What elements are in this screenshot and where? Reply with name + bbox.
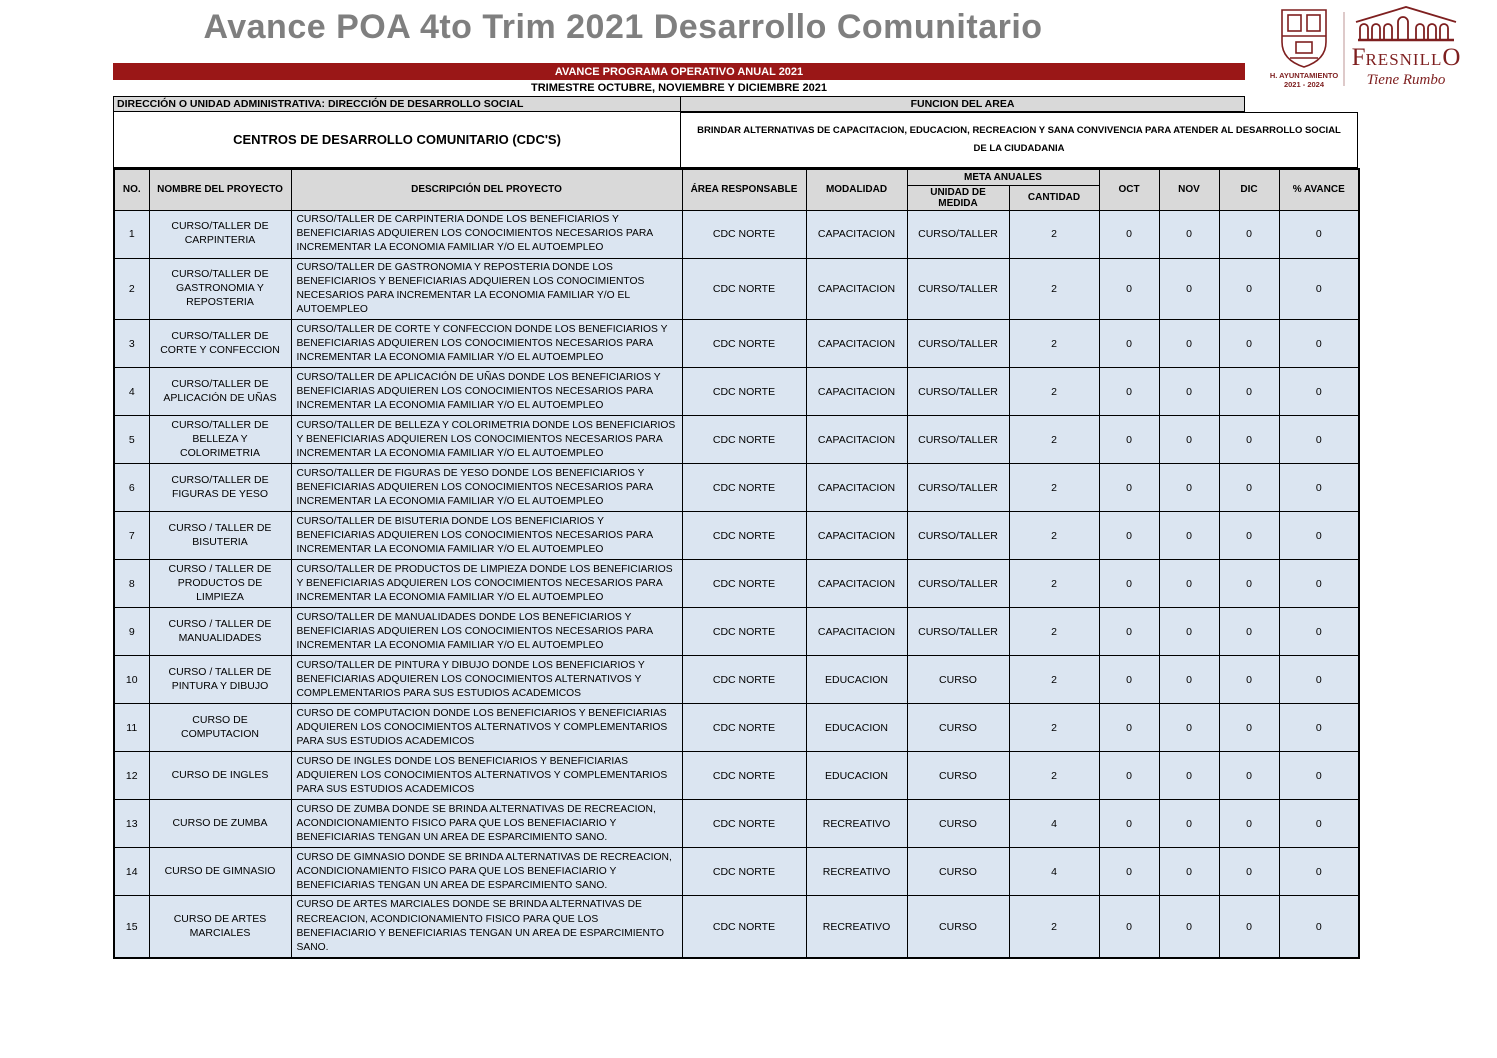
cell-modalidad: RECREATIVO <box>806 896 907 958</box>
cell-cantidad: 2 <box>1009 656 1099 704</box>
cell-cantidad: 2 <box>1009 320 1099 368</box>
cell-no: 14 <box>114 848 149 896</box>
table-row <box>114 656 1359 704</box>
cell-oct: 0 <box>1099 656 1159 704</box>
cell-modalidad: CAPACITACION <box>806 368 907 416</box>
cell-area: CDC NORTE <box>682 416 806 464</box>
cell-oct: 0 <box>1099 704 1159 752</box>
cell-unidad: CURSO/TALLER <box>907 210 1009 258</box>
cell-nov: 0 <box>1159 704 1219 752</box>
cell-dic: 0 <box>1219 848 1279 896</box>
table-row <box>114 752 1359 800</box>
cell-no: 9 <box>114 608 149 656</box>
header-nombre: NOMBRE DEL PROYECTO <box>149 169 291 210</box>
table-row <box>114 800 1359 848</box>
cell-nombre: CURSO/TALLER DE CARPINTERIA <box>149 210 291 258</box>
program-name: CENTROS DE DESARROLLO COMUNITARIO (CDC'S) <box>113 112 681 168</box>
cell-avance: 0 <box>1279 368 1359 416</box>
cell-no: 1 <box>114 210 149 258</box>
cell-area: CDC NORTE <box>682 752 806 800</box>
cell-dic: 0 <box>1219 800 1279 848</box>
cell-oct: 0 <box>1099 896 1159 958</box>
cell-no: 4 <box>114 368 149 416</box>
cell-no: 2 <box>114 258 149 320</box>
table-row <box>114 896 1359 958</box>
cell-oct: 0 <box>1099 800 1159 848</box>
cell-oct: 0 <box>1099 464 1159 512</box>
table-row <box>114 704 1359 752</box>
cell-descripcion: CURSO/TALLER DE PRODUCTOS DE LIMPIEZA DONDE LOS BENEFICIARIOS Y BENEFICIARIAS ADQUIEREN LOS CONOCIMIENTOS NECESARIOS PARA INCREMENTAR LA ECONOMIA FAMILIAR Y/O EL AUTOEMPLEO <box>291 560 682 608</box>
cell-avance: 0 <box>1279 848 1359 896</box>
cell-nov: 0 <box>1159 848 1219 896</box>
logo-tagline-text: Tiene Rumbo <box>1366 72 1446 88</box>
program-row <box>113 112 1358 168</box>
cell-no: 15 <box>114 896 149 958</box>
cell-nombre: CURSO / TALLER DE MANUALIDADES <box>149 608 291 656</box>
cell-dic: 0 <box>1219 464 1279 512</box>
cell-modalidad: CAPACITACION <box>806 258 907 320</box>
cell-area: CDC NORTE <box>682 560 806 608</box>
cell-descripcion: CURSO/TALLER DE GASTRONOMIA Y REPOSTERIA DONDE LOS BENEFICIARIOS Y BENEFICIARIAS ADQUIEREN LOS CONOCIMIENTOS NECESARIOS PARA INCREMENTAR LA ECONOMIA FAMILIAR Y/O EL AUTOEMPLEO <box>291 258 682 320</box>
cell-unidad: CURSO <box>907 752 1009 800</box>
table-row <box>114 368 1359 416</box>
cell-modalidad: RECREATIVO <box>806 848 907 896</box>
cell-nov: 0 <box>1159 800 1219 848</box>
cell-avance: 0 <box>1279 512 1359 560</box>
trimester-banner: TRIMESTRE OCTUBRE, NOVIEMBRE Y DICIEMBRE 2021 <box>113 80 1245 98</box>
cell-cantidad: 2 <box>1009 560 1099 608</box>
cell-modalidad: CAPACITACION <box>806 464 907 512</box>
cell-unidad: CURSO/TALLER <box>907 368 1009 416</box>
cell-modalidad: CAPACITACION <box>806 320 907 368</box>
cell-no: 5 <box>114 416 149 464</box>
cell-oct: 0 <box>1099 512 1159 560</box>
cell-oct: 0 <box>1099 608 1159 656</box>
cell-cantidad: 2 <box>1009 608 1099 656</box>
cell-descripcion: CURSO/TALLER DE PINTURA Y DIBUJO DONDE LOS BENEFICIARIOS Y BENEFICIARIAS ADQUIEREN LOS CONOCIMIENTOS ALTERNATIVOS Y COMPLEMENTARIOS PARA SUS ESTUDIOS ACADEMICOS <box>291 656 682 704</box>
table-header <box>114 169 1359 210</box>
cell-nov: 0 <box>1159 896 1219 958</box>
cell-nombre: CURSO DE GIMNASIO <box>149 848 291 896</box>
cell-area: CDC NORTE <box>682 464 806 512</box>
cell-modalidad: EDUCACION <box>806 656 907 704</box>
crest-caption-line1: H. AYUNTAMIENTO <box>1269 71 1339 80</box>
cell-descripcion: CURSO DE INGLES DONDE LOS BENEFICIARIOS Y BENEFICIARIAS ADQUIEREN LOS CONOCIMIENTOS ALTERNATIVOS Y COMPLEMENTARIOS PARA SUS ESTUDIOS ACADEMICOS <box>291 752 682 800</box>
cell-nombre: CURSO / TALLER DE BISUTERIA <box>149 512 291 560</box>
cell-unidad: CURSO/TALLER <box>907 258 1009 320</box>
cell-dic: 0 <box>1219 560 1279 608</box>
table-row <box>114 416 1359 464</box>
cell-no: 8 <box>114 560 149 608</box>
cell-descripcion: CURSO/TALLER DE FIGURAS DE YESO DONDE LOS BENEFICIARIOS Y BENEFICIARIAS ADQUIEREN LOS CONOCIMIENTOS NECESARIOS PARA INCREMENTAR LA ECONOMIA FAMILIAR Y/O EL AUTOEMPLEO <box>291 464 682 512</box>
crest-icon <box>1282 10 1326 67</box>
cell-oct: 0 <box>1099 368 1159 416</box>
cell-modalidad: CAPACITACION <box>806 560 907 608</box>
cell-modalidad: RECREATIVO <box>806 800 907 848</box>
cell-dic: 0 <box>1219 368 1279 416</box>
table-row <box>114 320 1359 368</box>
cell-cantidad: 2 <box>1009 752 1099 800</box>
cell-area: CDC NORTE <box>682 368 806 416</box>
cell-nombre: CURSO DE INGLES <box>149 752 291 800</box>
table-row <box>114 258 1359 320</box>
cell-unidad: CURSO <box>907 800 1009 848</box>
cell-oct: 0 <box>1099 752 1159 800</box>
cell-no: 3 <box>114 320 149 368</box>
cell-avance: 0 <box>1279 464 1359 512</box>
cell-unidad: CURSO/TALLER <box>907 416 1009 464</box>
cell-nov: 0 <box>1159 320 1219 368</box>
cell-unidad: CURSO <box>907 848 1009 896</box>
cell-area: CDC NORTE <box>682 320 806 368</box>
cell-no: 7 <box>114 512 149 560</box>
cell-avance: 0 <box>1279 656 1359 704</box>
cell-descripcion: CURSO DE GIMNASIO DONDE SE BRINDA ALTERNATIVAS DE RECREACION, ACONDICIONAMIENTO FISICO PARA QUE LOS BENEFIACIARIO Y BENEFICIARIAS TENGAN UN AREA DE ESPARCIMIENTO SANO. <box>291 848 682 896</box>
cell-unidad: CURSO/TALLER <box>907 560 1009 608</box>
cell-descripcion: CURSO DE ZUMBA DONDE SE BRINDA ALTERNATIVAS DE RECREACION, ACONDICIONAMIENTO FISICO PARA QUE LOS BENEFIACIARIO Y BENEFICIARIAS TENGAN UN AREA DE ESPARCIMIENTO SANO. <box>291 800 682 848</box>
cell-unidad: CURSO <box>907 656 1009 704</box>
cell-unidad: CURSO/TALLER <box>907 320 1009 368</box>
table-row <box>114 560 1359 608</box>
cell-modalidad: CAPACITACION <box>806 210 907 258</box>
header-modalidad: MODALIDAD <box>806 169 907 210</box>
cell-dic: 0 <box>1219 320 1279 368</box>
cell-cantidad: 2 <box>1009 512 1099 560</box>
cell-dic: 0 <box>1219 258 1279 320</box>
direccion-label: DIRECCIÓN O UNIDAD ADMINISTRATIVA: DIRECCIÓN DE DESARROLLO SOCIAL <box>113 96 681 112</box>
cell-cantidad: 2 <box>1009 704 1099 752</box>
cell-unidad: CURSO <box>907 896 1009 958</box>
cell-nombre: CURSO DE COMPUTACION <box>149 704 291 752</box>
cell-cantidad: 2 <box>1009 896 1099 958</box>
cell-no: 13 <box>114 800 149 848</box>
cell-no: 10 <box>114 656 149 704</box>
admin-unit-row <box>113 96 1245 112</box>
cell-nov: 0 <box>1159 560 1219 608</box>
cell-nombre: CURSO/TALLER DE BELLEZA Y COLORIMETRIA <box>149 416 291 464</box>
logo-brand-text: FRESNILLO <box>1351 44 1461 71</box>
header-no: NO. <box>114 169 149 210</box>
cell-area: CDC NORTE <box>682 800 806 848</box>
cell-avance: 0 <box>1279 608 1359 656</box>
cell-unidad: CURSO/TALLER <box>907 464 1009 512</box>
cell-descripcion: CURSO/TALLER DE BELLEZA Y COLORIMETRIA DONDE LOS BENEFICIARIOS Y BENEFICIARIAS ADQUIEREN LOS CONOCIMIENTOS NECESARIOS PARA INCREMENTAR LA ECONOMIA FAMILIAR Y/O EL AUTOEMPLEO <box>291 416 682 464</box>
cell-area: CDC NORTE <box>682 608 806 656</box>
cell-nombre: CURSO/TALLER DE CORTE Y CONFECCION <box>149 320 291 368</box>
cell-dic: 0 <box>1219 608 1279 656</box>
header-meta-anuales: META ANUALES <box>907 169 1099 185</box>
cell-nov: 0 <box>1159 258 1219 320</box>
cell-area: CDC NORTE <box>682 848 806 896</box>
cell-nombre: CURSO/TALLER DE APLICACIÓN DE UÑAS <box>149 368 291 416</box>
cell-no: 11 <box>114 704 149 752</box>
table-row <box>114 464 1359 512</box>
cell-nov: 0 <box>1159 368 1219 416</box>
cell-area: CDC NORTE <box>682 512 806 560</box>
crest-caption-line2: 2021 - 2024 <box>1283 80 1325 89</box>
cell-cantidad: 2 <box>1009 464 1099 512</box>
cell-dic: 0 <box>1219 416 1279 464</box>
cell-nombre: CURSO DE ZUMBA <box>149 800 291 848</box>
fresnillo-logo <box>1260 2 1475 102</box>
header-avance: % AVANCE <box>1279 169 1359 210</box>
cell-nov: 0 <box>1159 416 1219 464</box>
cell-cantidad: 2 <box>1009 210 1099 258</box>
cell-nov: 0 <box>1159 608 1219 656</box>
cell-nov: 0 <box>1159 210 1219 258</box>
cell-cantidad: 2 <box>1009 258 1099 320</box>
cell-dic: 0 <box>1219 512 1279 560</box>
table-body <box>114 210 1359 958</box>
cell-avance: 0 <box>1279 258 1359 320</box>
cell-dic: 0 <box>1219 752 1279 800</box>
cell-cantidad: 2 <box>1009 368 1099 416</box>
cell-descripcion: CURSO/TALLER DE APLICACIÓN DE UÑAS DONDE LOS BENEFICIARIOS Y BENEFICIARIAS ADQUIEREN LOS CONOCIMIENTOS NECESARIOS PARA INCREMENTAR LA ECONOMIA FAMILIAR Y/O EL AUTOEMPLEO <box>291 368 682 416</box>
header-oct: OCT <box>1099 169 1159 210</box>
cell-nov: 0 <box>1159 464 1219 512</box>
page-title: Avance POA 4to Trim 2021 Desarrollo Comunitario <box>203 8 1043 46</box>
cell-cantidad: 4 <box>1009 800 1099 848</box>
cell-oct: 0 <box>1099 416 1159 464</box>
cell-dic: 0 <box>1219 896 1279 958</box>
cell-avance: 0 <box>1279 896 1359 958</box>
cell-descripcion: CURSO/TALLER DE CORTE Y CONFECCION DONDE LOS BENEFICIARIOS Y BENEFICIARIAS ADQUIEREN LOS CONOCIMIENTOS NECESARIOS PARA INCREMENTAR LA ECONOMIA FAMILIAR Y/O EL AUTOEMPLEO <box>291 320 682 368</box>
cell-descripcion: CURSO/TALLER DE BISUTERIA DONDE LOS BENEFICIARIOS Y BENEFICIARIAS ADQUIEREN LOS CONOCIMIENTOS NECESARIOS PARA INCREMENTAR LA ECONOMIA FAMILIAR Y/O EL AUTOEMPLEO <box>291 512 682 560</box>
cell-modalidad: CAPACITACION <box>806 512 907 560</box>
cell-nov: 0 <box>1159 512 1219 560</box>
cell-avance: 0 <box>1279 210 1359 258</box>
table-row <box>114 848 1359 896</box>
cell-modalidad: EDUCACION <box>806 704 907 752</box>
cell-oct: 0 <box>1099 210 1159 258</box>
table-row <box>114 512 1359 560</box>
cell-nombre: CURSO/TALLER DE GASTRONOMIA Y REPOSTERIA <box>149 258 291 320</box>
cell-nov: 0 <box>1159 752 1219 800</box>
cell-oct: 0 <box>1099 848 1159 896</box>
cell-dic: 0 <box>1219 656 1279 704</box>
cell-area: CDC NORTE <box>682 704 806 752</box>
cell-descripcion: CURSO DE COMPUTACION DONDE LOS BENEFICIARIOS Y BENEFICIARIAS ADQUIEREN LOS CONOCIMIENTOS ALTERNATIVOS Y COMPLEMENTARIOS PARA SUS ESTUDIOS ACADEMICOS <box>291 704 682 752</box>
cell-cantidad: 2 <box>1009 416 1099 464</box>
monument-icon <box>1356 7 1456 40</box>
cell-area: CDC NORTE <box>682 656 806 704</box>
cell-avance: 0 <box>1279 752 1359 800</box>
cell-nombre: CURSO/TALLER DE FIGURAS DE YESO <box>149 464 291 512</box>
cell-modalidad: CAPACITACION <box>806 608 907 656</box>
cell-avance: 0 <box>1279 320 1359 368</box>
cell-no: 6 <box>114 464 149 512</box>
cell-oct: 0 <box>1099 320 1159 368</box>
cell-area: CDC NORTE <box>682 896 806 958</box>
header-cantidad: CANTIDAD <box>1009 185 1099 210</box>
funcion-del-area-label: FUNCION DEL AREA <box>681 96 1245 112</box>
table-row <box>114 608 1359 656</box>
header-descripcion: DESCRIPCIÓN DEL PROYECTO <box>291 169 682 210</box>
table-row <box>114 210 1359 258</box>
cell-nombre: CURSO / TALLER DE PRODUCTOS DE LIMPIEZA <box>149 560 291 608</box>
cell-descripcion: CURSO DE ARTES MARCIALES DONDE SE BRINDA ALTERNATIVAS DE RECREACION, ACONDICIONAMIENTO FISICO PARA QUE LOS BENEFIACIARIO Y BENEFICIARIAS TENGAN UN AREA DE ESPARCIMIENTO SANO. <box>291 896 682 958</box>
cell-avance: 0 <box>1279 800 1359 848</box>
cell-unidad: CURSO <box>907 704 1009 752</box>
cell-avance: 0 <box>1279 560 1359 608</box>
cell-oct: 0 <box>1099 258 1159 320</box>
cell-modalidad: EDUCACION <box>806 752 907 800</box>
header-area: ÁREA RESPONSABLE <box>682 169 806 210</box>
cell-area: CDC NORTE <box>682 210 806 258</box>
cell-unidad: CURSO/TALLER <box>907 512 1009 560</box>
funcion-text: BRINDAR ALTERNATIVAS DE CAPACITACION, EDUCACION, RECREACION Y SANA CONVIVENCIA PARA ATENDER AL DESARROLLO SOCIAL DE LA CIUDADANIA <box>681 112 1358 168</box>
cell-dic: 0 <box>1219 704 1279 752</box>
cell-avance: 0 <box>1279 416 1359 464</box>
cell-descripcion: CURSO/TALLER DE CARPINTERIA DONDE LOS BENEFICIARIOS Y BENEFICIARIAS ADQUIEREN LOS CONOCIMIENTOS NECESARIOS PARA INCREMENTAR LA ECONOMIA FAMILIAR Y/O EL AUTOEMPLEO <box>291 210 682 258</box>
cell-descripcion: CURSO/TALLER DE MANUALIDADES DONDE LOS BENEFICIARIOS Y BENEFICIARIAS ADQUIEREN LOS CONOCIMIENTOS NECESARIOS PARA INCREMENTAR LA ECONOMIA FAMILIAR Y/O EL AUTOEMPLEO <box>291 608 682 656</box>
program-banner: AVANCE PROGRAMA OPERATIVO ANUAL 2021 <box>113 63 1245 80</box>
cell-nombre: CURSO DE ARTES MARCIALES <box>149 896 291 958</box>
cell-oct: 0 <box>1099 560 1159 608</box>
header-dic: DIC <box>1219 169 1279 210</box>
cell-modalidad: CAPACITACION <box>806 416 907 464</box>
cell-unidad: CURSO/TALLER <box>907 608 1009 656</box>
header-unidad: UNIDAD DE MEDIDA <box>907 185 1009 210</box>
poa-table <box>113 168 1360 959</box>
header-nov: NOV <box>1159 169 1219 210</box>
cell-dic: 0 <box>1219 210 1279 258</box>
cell-nov: 0 <box>1159 656 1219 704</box>
cell-avance: 0 <box>1279 704 1359 752</box>
cell-area: CDC NORTE <box>682 258 806 320</box>
cell-nombre: CURSO / TALLER DE PINTURA Y DIBUJO <box>149 656 291 704</box>
cell-cantidad: 4 <box>1009 848 1099 896</box>
cell-no: 12 <box>114 752 149 800</box>
